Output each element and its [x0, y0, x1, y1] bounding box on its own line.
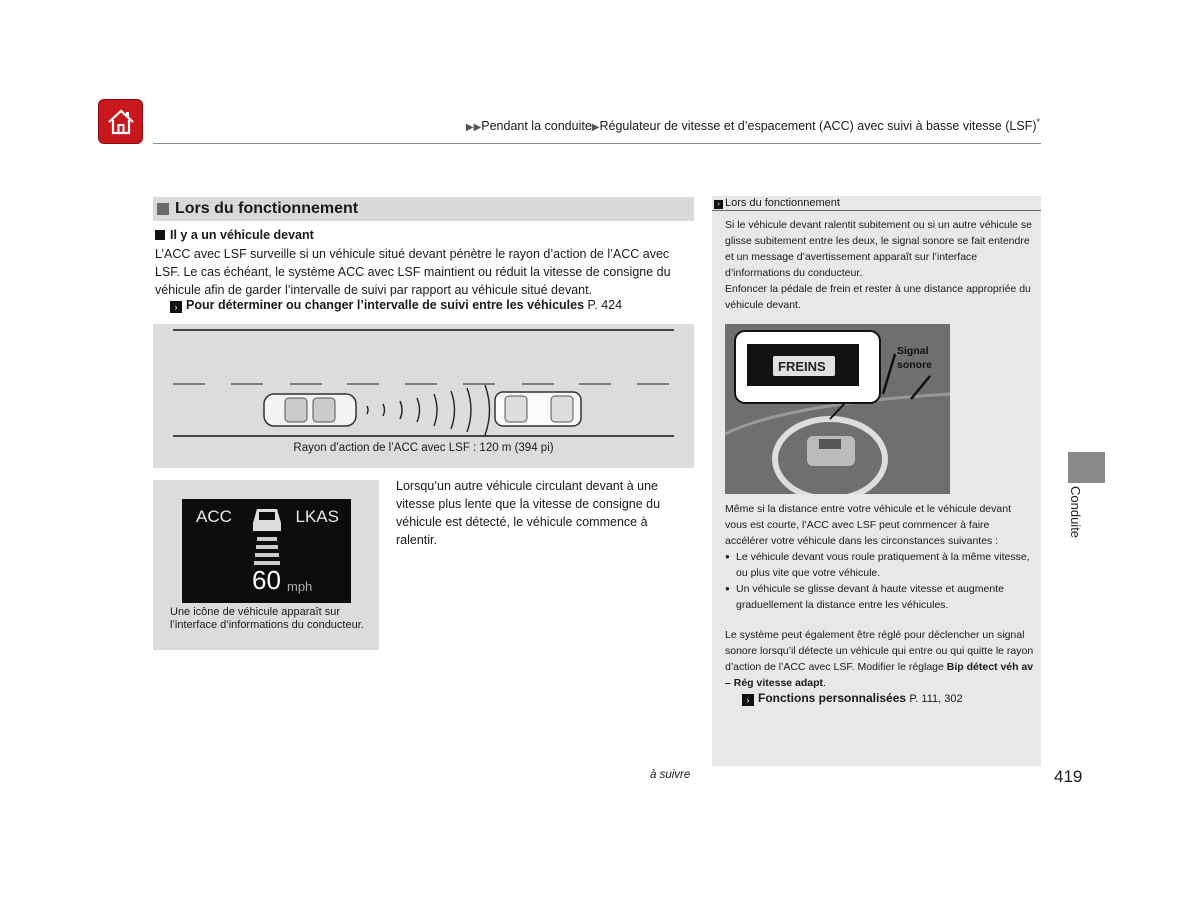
figure1-caption: Rayon d’action de l’ACC avec LSF : 120 m (394 pi)	[293, 442, 554, 454]
continued-label: à suivre	[650, 769, 691, 781]
reference-arrow-icon: ›	[714, 200, 723, 209]
acc-label: ACC	[196, 507, 232, 526]
sidebar-para2: Enfoncer la pédale de frein et rester à une distance appropriée du véhicule devant.	[725, 283, 1031, 311]
subheading-square-icon	[155, 230, 165, 240]
home-icon	[106, 107, 136, 137]
sidebar-para3: Même si la distance entre votre véhicule et le véhicule devant vous est courte, l’ACC avec LSF peut commencer à faire accélérer votre véhicule dans les circonstances suivantes :	[725, 503, 1011, 547]
sidebar-reference-link[interactable]: › Fonctions personnalisées P. 111, 302	[742, 691, 963, 706]
body-paragraph: L’ACC avec LSF surveille si un véhicule situé devant pénètre le rayon d’action de l’ACC avec LSF. Le cas échéant, le système ACC avec LSF maintient ou réduit la vitesse de consigne du véhicule afin de garder l’intervalle de suivi par rapport au véhicule situé devant.	[155, 247, 671, 297]
side-paragraph: Lorsqu’un autre véhicule circulant devant à une vitesse plus lente que la vitesse de consigne du véhicule est détecté, le véhicule commence à ralentir.	[396, 479, 661, 547]
page-number: 419	[1054, 767, 1083, 786]
home-button[interactable]	[98, 99, 143, 144]
signal-label-2: sonore	[897, 359, 933, 371]
header-divider	[153, 143, 1041, 144]
reference-arrow-icon: ›	[170, 301, 182, 313]
breadcrumb-item-conduite[interactable]: Pendant la conduite	[481, 119, 592, 134]
cluster-display-figure	[153, 480, 379, 650]
freins-message: FREINS	[778, 359, 826, 374]
reference-link[interactable]: › Pour déterminer ou changer l’intervalle de suivi entre les véhicules P. 424	[170, 298, 622, 313]
reference-arrow-icon: ›	[742, 694, 754, 706]
chapter-tab-label[interactable]: Conduite	[1068, 486, 1083, 539]
sidebar-heading: › Lors du fonctionnement	[712, 196, 1041, 211]
sidebar-bullet-list	[725, 549, 1035, 613]
sidebar-para1: Si le véhicule devant ralentit subitement ou si un autre véhicule se glisse subitement entre les deux, le signal sonore se fait entendre et un message d’avertissement apparaît sur l’interface d’informations du conducteur.	[725, 219, 1033, 279]
section-title: Lors du fonctionnement	[153, 197, 694, 221]
car-icon	[247, 501, 287, 573]
list-item: ● Un véhicule se glisse devant à haute vitesse et augmente graduellement la distance entre les véhicules.	[725, 581, 1035, 613]
speed-unit: mph	[287, 579, 313, 594]
breadcrumb-item-acc[interactable]: Régulateur de vitesse et d’espacement (ACC) avec suivi à basse vitesse (LSF)	[599, 119, 1037, 134]
breadcrumb-arrow-icon: ▶▶	[465, 122, 482, 134]
own-car-icon	[264, 394, 356, 426]
acc-range-figure	[153, 324, 694, 468]
section-square-icon	[157, 203, 169, 215]
lead-car-icon	[495, 392, 581, 426]
list-item: ● Le véhicule devant vous roule pratiquement à la même vitesse, ou plus vite que votre véhicule.	[725, 549, 1035, 581]
signal-label-1: Signal	[897, 345, 929, 357]
chapter-tab-marker[interactable]	[1068, 452, 1105, 483]
lkas-label: LKAS	[295, 507, 339, 526]
breadcrumb	[466, 117, 1040, 133]
driver-info-screen	[182, 499, 351, 603]
sidebar-para4: Le système peut également être réglé pour déclencher un signal sonore lorsqu’il détecte un véhicule qui entre ou qui quitte le rayon d’action de l’ACC avec LSF. Modifier le réglage Bip détect véh av – Rég vitesse adapt.	[725, 629, 1034, 689]
subheading: Il y a un véhicule devant	[155, 228, 314, 242]
speed-value: 60	[252, 565, 281, 595]
figure2-caption: Une icône de véhicule apparaît sur l’interface d’informations du conducteur.	[170, 606, 364, 631]
breadcrumb-arrow-icon: ▶	[591, 122, 600, 134]
warning-figure	[725, 324, 950, 494]
radar-wave-icon	[367, 385, 490, 435]
breadcrumb-footnote-mark: *	[1036, 117, 1040, 127]
